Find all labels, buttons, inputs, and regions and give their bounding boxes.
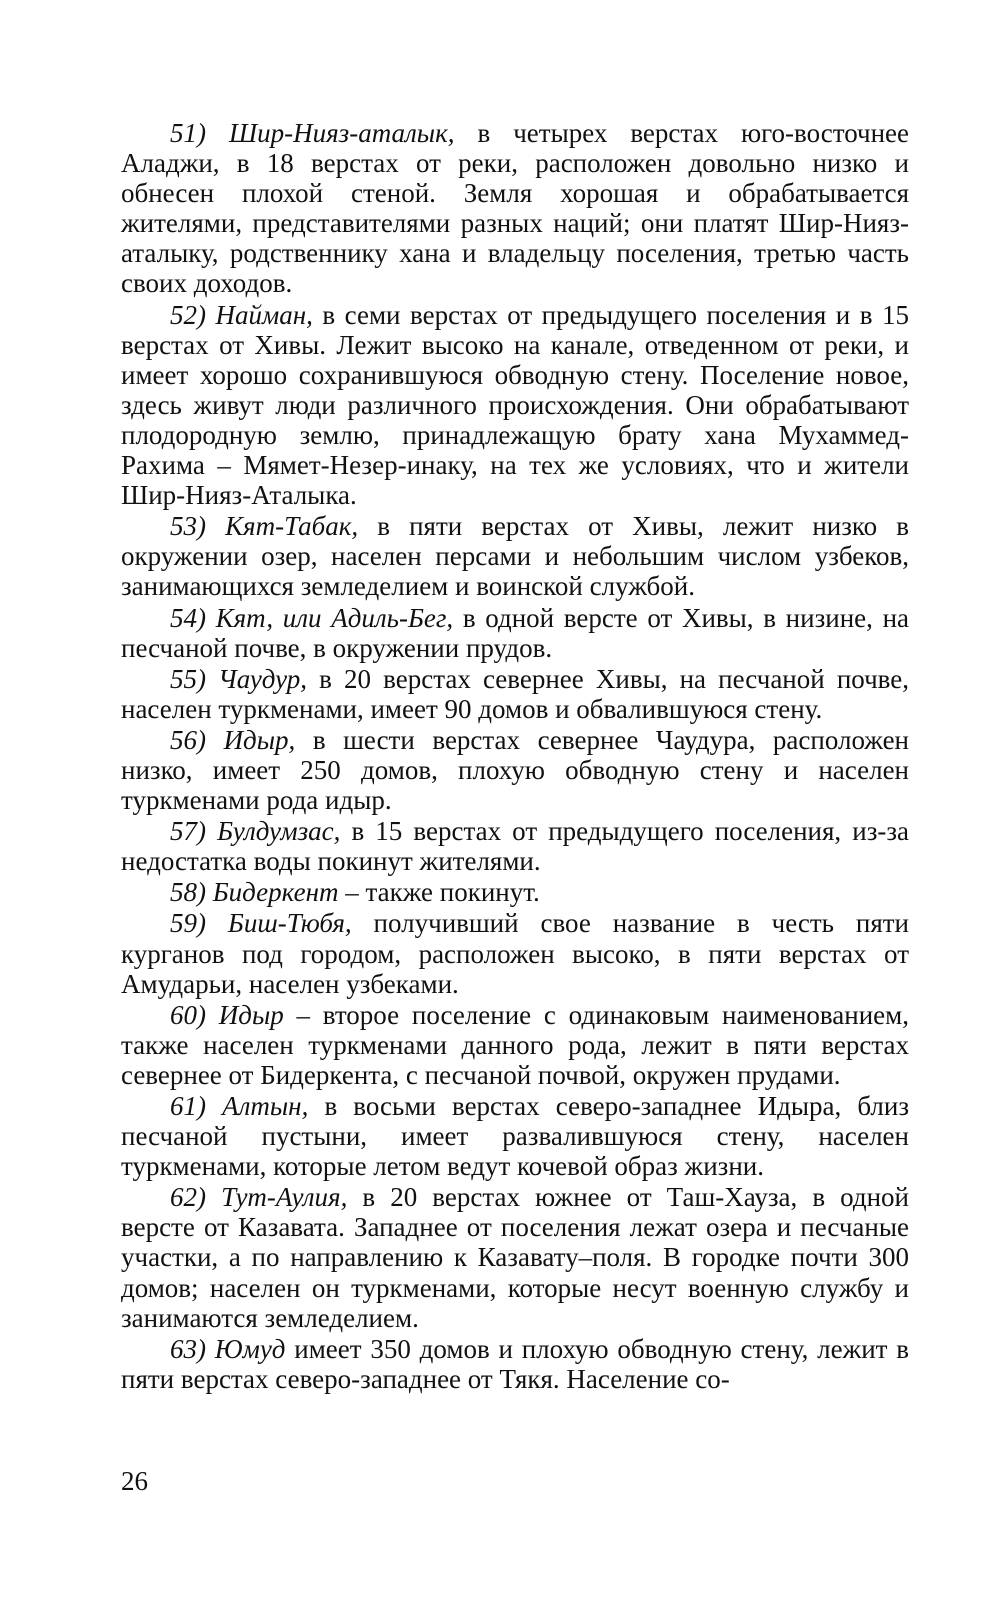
entry-62 (121, 1182, 909, 1332)
entry-number: 56) (170, 724, 206, 755)
entry-text: – также покинут. (338, 877, 540, 908)
entry-63 (121, 1334, 909, 1394)
entry-text: в шести верстах севернее Чаудура, расположен низко, имеет 250 домов, плохую обводную стену и населен туркменами рода идыр. (121, 724, 909, 816)
entry-text: в 15 верстах от предыдущего поселения, из-за недостатка воды покинут жителями. (121, 816, 910, 877)
entry-58 (121, 877, 909, 907)
entry-text: – второе поселение с одинаковым наименованием, также населен туркменами данного рода, лежит в пяти верстах севернее от Бидеркента, с песчаной почвой, окружен прудами. (121, 999, 910, 1090)
entry-number: 52) (170, 299, 206, 330)
entry-number: 62) (170, 1182, 206, 1213)
entry-61 (121, 1091, 909, 1181)
entry-59 (121, 908, 909, 998)
settlement-name: Алтын, (222, 1091, 309, 1121)
entry-number: 57) (170, 816, 206, 847)
entry-text: в восьми верстах северо-западнее Идыра, близ песчаной пустыни, имеет развалившуюся стену, населен туркменами, которые летом ведут кочевой образ жизни. (121, 1091, 910, 1182)
entry-number: 61) (170, 1091, 206, 1121)
entry-number: 51) (170, 118, 206, 148)
entry-number: 59) (170, 908, 206, 939)
settlement-name: Идыр, (223, 724, 296, 755)
entry-number: 54) (170, 602, 206, 633)
page-text (121, 118, 909, 1395)
settlement-name: Булдумзас, (217, 816, 341, 847)
settlement-name: Бидеркент (212, 877, 339, 908)
entry-57 (121, 816, 909, 876)
settlement-name: Юмуд (214, 1333, 286, 1364)
entry-text: в 20 верстах севернее Хивы, на песчаной почве, населен туркменами, имеет 90 домов и обвалившуюся стену. (121, 663, 909, 724)
entry-text: имеет 350 домов и плохую обводную стену, лежит в пяти верстах северо-западнее от Тякя. Население со- (121, 1333, 909, 1394)
entry-text: в семи верстах от предыдущего поселения и в 15 верстах от Хивы. Лежит высоко на канале, отведенном от реки, и имеет хорошо сохранившуюся обводную стену. Поселение новое, здесь живут люди различного происхождения. Они обрабатывают плодородную землю, принадлежащую брату хана Мухаммед-Рахима – Мямет-Незер-инаку, на тех же условиях, что и жители Шир-Нияз-Аталыка. (121, 299, 909, 511)
entry-text: в четырех верстах юго-восточнее Аладжи, в 18 верстах от реки, расположен довольно низко и обнесен плохой стеной. Земля хорошая и обрабатывается жителями, представителями разных наций; они платят Шир-Нияз-аталыку, родственнику хана и владельцу поселения, третью часть своих доходов. (121, 118, 909, 299)
settlement-name: Кят, или Адиль-Бег, (215, 602, 454, 633)
entry-text: в 20 верстах южнее от Таш-Хауза, в одной версте от Казавата. Западнее от поселения лежат озера и песчаные участки, а по направлению к Казавату–поля. В городке почти 300 домов; населен он туркменами, которые несут военную службу и занимаются земледелием. (121, 1182, 910, 1333)
entry-text: получивший свое название в честь пяти курганов под городом, расположен высоко, в пяти верстах от Амударьи, населен узбеками. (121, 908, 910, 999)
entry-53 (121, 511, 909, 601)
entry-55 (121, 664, 909, 724)
settlement-name: Найман, (215, 299, 313, 330)
page-number: 26 (121, 1466, 148, 1496)
entry-52 (121, 300, 909, 511)
entry-number: 55) (170, 663, 206, 694)
entry-54 (121, 603, 909, 663)
entry-number: 53) (170, 511, 206, 542)
entry-56 (121, 725, 909, 815)
entry-text: в одной версте от Хивы, в низине, на песчаной почве, в окружении прудов. (121, 602, 909, 663)
entry-number: 63) (170, 1333, 206, 1364)
settlement-name: Идыр (218, 999, 284, 1030)
entry-60 (121, 1000, 909, 1090)
entry-number: 58) (170, 877, 206, 908)
settlement-name: Чаудур, (218, 663, 307, 694)
settlement-name: Биш-Тюбя, (227, 908, 352, 939)
entry-51 (121, 118, 909, 299)
settlement-name: Тут-Аулия, (221, 1182, 348, 1213)
entry-number: 60) (170, 999, 206, 1030)
entry-text: в пяти верстах от Хивы, лежит низко в окружении озер, населен персами и небольшим числом узбеков, занимающихся земледелием и воинской службой. (121, 511, 909, 602)
settlement-name: Шир-Нияз-аталык, (228, 118, 455, 148)
settlement-name: Кят-Табак, (225, 511, 359, 542)
